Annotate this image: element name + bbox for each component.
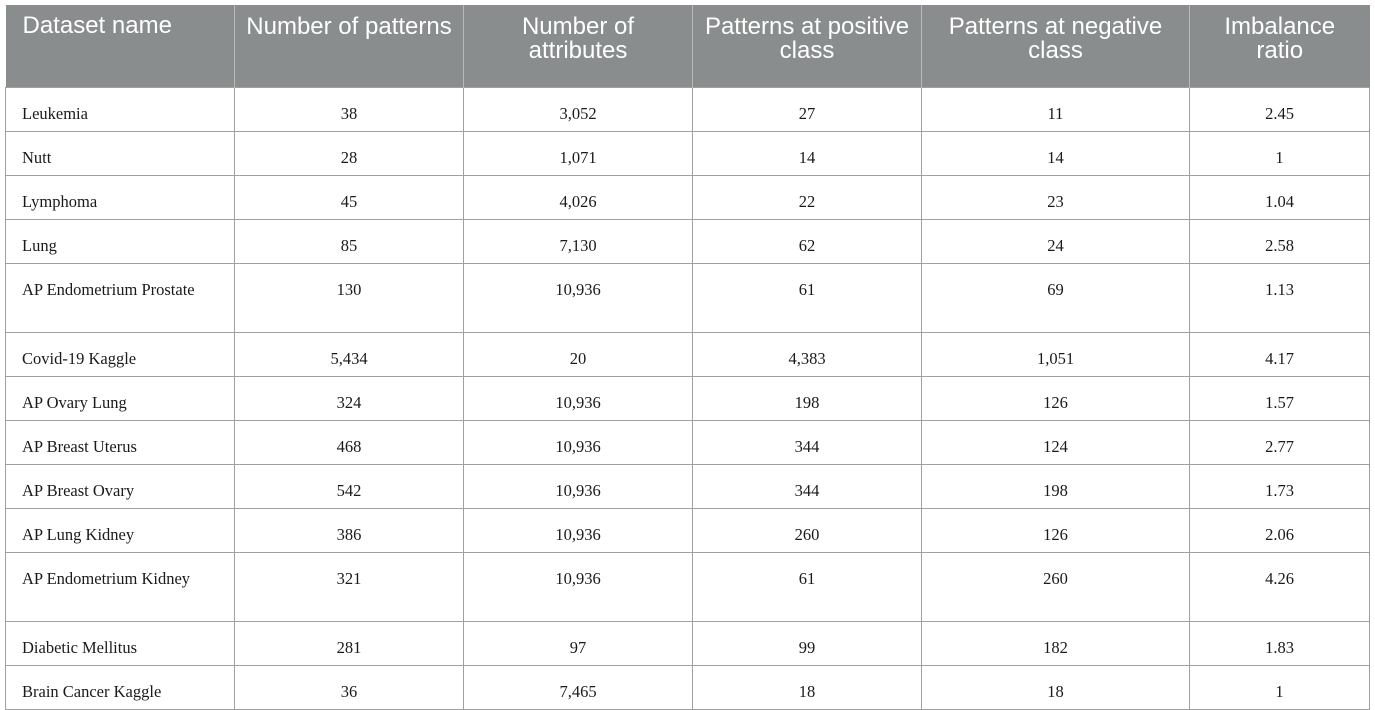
cell-positive-class: 344 (693, 421, 922, 465)
cell-negative-class: 126 (922, 377, 1190, 421)
header-patterns-negative-class: Patterns at negative class (922, 5, 1190, 88)
cell-number-of-patterns: 281 (235, 622, 464, 666)
cell-dataset-name: AP Lung Kidney (6, 509, 235, 553)
cell-positive-class: 61 (693, 553, 922, 622)
cell-negative-class: 260 (922, 553, 1190, 622)
table-row (6, 333, 1370, 377)
cell-number-of-patterns: 130 (235, 264, 464, 333)
cell-number-of-attributes: 3,052 (464, 88, 693, 132)
cell-imbalance-ratio: 1.83 (1190, 622, 1370, 666)
cell-negative-class: 23 (922, 176, 1190, 220)
cell-number-of-patterns: 85 (235, 220, 464, 264)
cell-number-of-patterns: 386 (235, 509, 464, 553)
cell-number-of-attributes: 20 (464, 333, 693, 377)
dataset-table (5, 5, 1370, 710)
cell-dataset-name: Lymphoma (6, 176, 235, 220)
cell-positive-class: 61 (693, 264, 922, 333)
cell-positive-class: 14 (693, 132, 922, 176)
cell-dataset-name: AP Breast Ovary (6, 465, 235, 509)
table-row (6, 622, 1370, 666)
table-row (6, 88, 1370, 132)
cell-positive-class: 4,383 (693, 333, 922, 377)
cell-negative-class: 14 (922, 132, 1190, 176)
cell-imbalance-ratio: 4.26 (1190, 553, 1370, 622)
cell-number-of-patterns: 38 (235, 88, 464, 132)
table-body (6, 88, 1370, 710)
table-row (6, 553, 1370, 622)
cell-number-of-attributes: 10,936 (464, 264, 693, 333)
header-number-of-patterns: Number of patterns (235, 5, 464, 88)
cell-imbalance-ratio: 2.58 (1190, 220, 1370, 264)
cell-dataset-name: AP Ovary Lung (6, 377, 235, 421)
cell-number-of-attributes: 10,936 (464, 553, 693, 622)
cell-imbalance-ratio: 2.45 (1190, 88, 1370, 132)
table-row (6, 465, 1370, 509)
cell-number-of-patterns: 5,434 (235, 333, 464, 377)
cell-negative-class: 24 (922, 220, 1190, 264)
table-row (6, 176, 1370, 220)
cell-dataset-name: Diabetic Mellitus (6, 622, 235, 666)
table-row (6, 377, 1370, 421)
cell-number-of-patterns: 468 (235, 421, 464, 465)
cell-positive-class: 198 (693, 377, 922, 421)
header-dataset-name: Dataset name (6, 5, 235, 88)
cell-dataset-name: Covid-19 Kaggle (6, 333, 235, 377)
table-header-row (6, 5, 1370, 88)
cell-number-of-patterns: 45 (235, 176, 464, 220)
cell-imbalance-ratio: 4.17 (1190, 333, 1370, 377)
cell-imbalance-ratio: 1.73 (1190, 465, 1370, 509)
cell-dataset-name: Brain Cancer Kaggle (6, 666, 235, 710)
cell-number-of-attributes: 7,465 (464, 666, 693, 710)
cell-dataset-name: AP Endometrium Prostate (6, 264, 235, 333)
cell-dataset-name: AP Endometrium Kidney (6, 553, 235, 622)
cell-number-of-attributes: 10,936 (464, 465, 693, 509)
cell-number-of-attributes: 10,936 (464, 509, 693, 553)
cell-negative-class: 1,051 (922, 333, 1190, 377)
cell-negative-class: 18 (922, 666, 1190, 710)
cell-number-of-patterns: 36 (235, 666, 464, 710)
cell-number-of-attributes: 1,071 (464, 132, 693, 176)
cell-number-of-attributes: 7,130 (464, 220, 693, 264)
cell-dataset-name: Leukemia (6, 88, 235, 132)
header-imbalance-ratio: Imbalance ratio (1190, 5, 1370, 88)
cell-positive-class: 344 (693, 465, 922, 509)
cell-positive-class: 62 (693, 220, 922, 264)
cell-imbalance-ratio: 1.13 (1190, 264, 1370, 333)
cell-imbalance-ratio: 2.77 (1190, 421, 1370, 465)
table-row (6, 509, 1370, 553)
cell-positive-class: 260 (693, 509, 922, 553)
cell-number-of-attributes: 10,936 (464, 377, 693, 421)
cell-negative-class: 11 (922, 88, 1190, 132)
cell-dataset-name: Lung (6, 220, 235, 264)
cell-negative-class: 182 (922, 622, 1190, 666)
header-patterns-positive-class: Patterns at positive class (693, 5, 922, 88)
cell-positive-class: 18 (693, 666, 922, 710)
cell-dataset-name: AP Breast Uterus (6, 421, 235, 465)
cell-positive-class: 99 (693, 622, 922, 666)
cell-dataset-name: Nutt (6, 132, 235, 176)
cell-imbalance-ratio: 2.06 (1190, 509, 1370, 553)
cell-imbalance-ratio: 1 (1190, 666, 1370, 710)
cell-imbalance-ratio: 1.57 (1190, 377, 1370, 421)
cell-number-of-attributes: 4,026 (464, 176, 693, 220)
header-number-of-attributes: Number of attributes (464, 5, 693, 88)
cell-negative-class: 198 (922, 465, 1190, 509)
cell-number-of-attributes: 97 (464, 622, 693, 666)
cell-negative-class: 126 (922, 509, 1190, 553)
cell-number-of-attributes: 10,936 (464, 421, 693, 465)
cell-imbalance-ratio: 1.04 (1190, 176, 1370, 220)
table-row (6, 132, 1370, 176)
cell-positive-class: 22 (693, 176, 922, 220)
cell-positive-class: 27 (693, 88, 922, 132)
cell-imbalance-ratio: 1 (1190, 132, 1370, 176)
table-row (6, 666, 1370, 710)
cell-number-of-patterns: 542 (235, 465, 464, 509)
table-row (6, 220, 1370, 264)
table-row (6, 264, 1370, 333)
cell-number-of-patterns: 324 (235, 377, 464, 421)
cell-number-of-patterns: 321 (235, 553, 464, 622)
cell-number-of-patterns: 28 (235, 132, 464, 176)
cell-negative-class: 69 (922, 264, 1190, 333)
cell-negative-class: 124 (922, 421, 1190, 465)
table-row (6, 421, 1370, 465)
